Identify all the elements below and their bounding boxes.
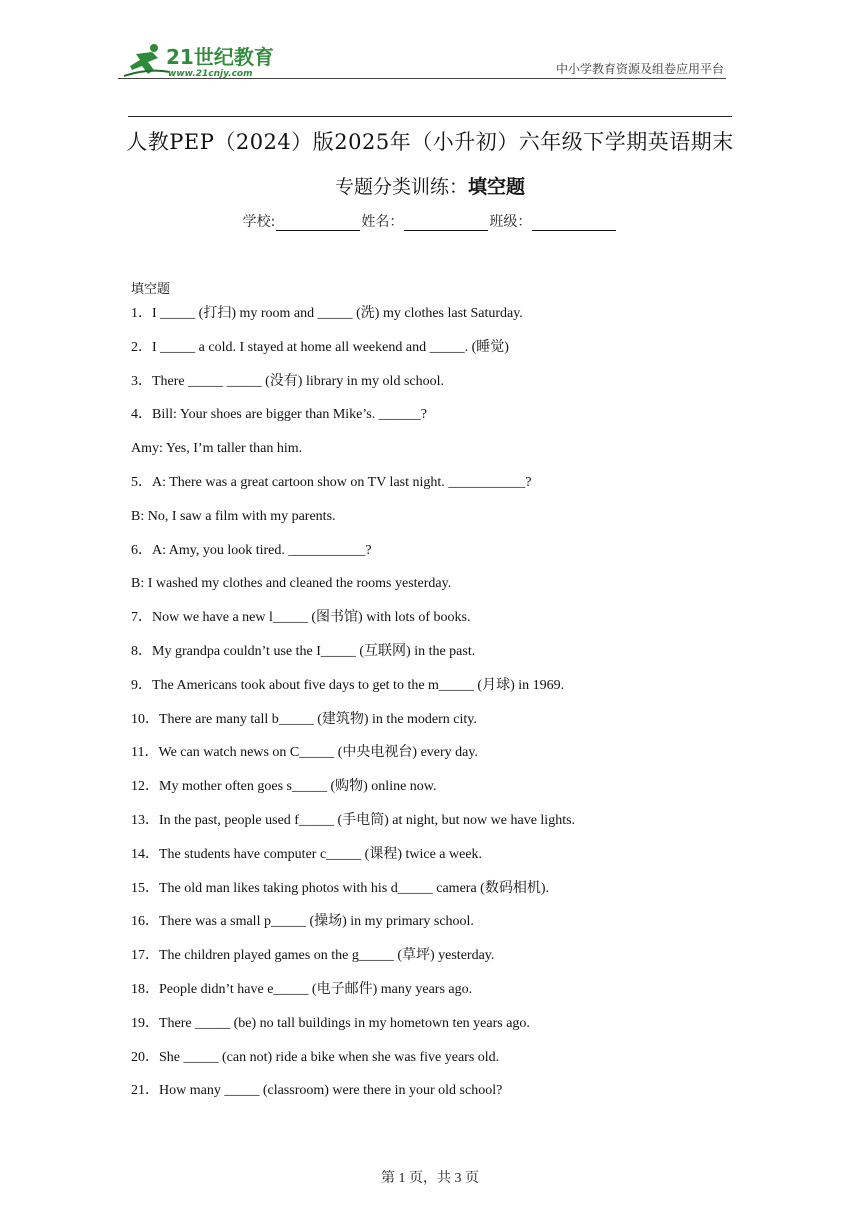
title-divider — [128, 116, 732, 117]
question-line: 1．I _____ (打扫) my room and _____ (洗) my clothes last Saturday. — [131, 306, 523, 321]
question-line: 6．A: Amy, you look tired. ___________? — [131, 542, 372, 558]
question-line: B: No, I saw a film with my parents. — [131, 508, 336, 524]
logo-21cnjy-icon — [118, 40, 288, 80]
question-line: B: I washed my clothes and cleaned the rooms yesterday. — [131, 576, 452, 592]
question-line: 12．My mother often goes s_____ (购物) online now. — [131, 779, 437, 795]
question-line: 18．People didn’t have e_____ (电子邮件) many years ago. — [131, 981, 473, 997]
question-line: 19．There _____ (be) no tall buildings in my hometown ten years ago. — [131, 1015, 530, 1031]
question-line: 9．The Americans took about five days to get to the m_____ (月球) in 1969. — [131, 677, 565, 693]
student-info — [0, 211, 860, 231]
platform-name: 中小学教育资源及组卷应用平台 — [555, 62, 724, 76]
question-line: 4．Bill: Your shoes are bigger than Mike’s. ______? — [131, 407, 427, 423]
question-line: 14．The students have computer c_____ (课程) twice a week. — [131, 846, 483, 862]
page-header — [118, 36, 726, 80]
class-blank[interactable] — [532, 216, 616, 231]
class-label: 班级： — [489, 214, 532, 230]
svg-text:21世纪教育: 21世纪教育 — [166, 45, 274, 69]
page-footer: 第 1 页，共 3 页 — [381, 1171, 479, 1186]
question-line: 20．She _____ (can not) ride a bike when she was five years old. — [131, 1049, 500, 1065]
question-line: 8．My grandpa couldn’t use the I_____ (互联网) in the past. — [131, 643, 476, 659]
question-line: 16．There was a small p_____ (操场) in my primary school. — [131, 914, 474, 930]
question-line: 21．How many _____ (classroom) were there in your old school? — [131, 1083, 503, 1099]
section-label: 填空题 — [131, 282, 171, 297]
question-line: 15．The old man likes taking photos with his d_____ camera (数码相机). — [131, 880, 549, 896]
school-label: 学校: — [242, 214, 276, 230]
school-blank[interactable] — [276, 216, 360, 231]
question-line: 17．The children played games on the g_____ (草坪) yesterday. — [131, 948, 495, 964]
name-blank[interactable] — [404, 216, 488, 231]
question-line: 10．There are many tall b_____ (建筑物) in the modern city. — [131, 711, 477, 727]
page-title: 人教PEP（2024）版2025年（小升初）六年级下学期英语期末 — [126, 130, 734, 154]
question-line: 7．Now we have a new l_____ (图书馆) with lots of books. — [131, 610, 471, 626]
question-list — [131, 304, 731, 1115]
page-subtitle — [0, 172, 860, 199]
question-line: Amy: Yes, I’m taller than him. — [131, 441, 303, 457]
svg-text:www.21cnjy.com: www.21cnjy.com — [168, 69, 253, 79]
question-line: 11．We can watch news on C_____ (中央电视台) every day. — [131, 745, 478, 761]
question-line: 2．I _____ a cold. I stayed at home all weekend and _____. (睡觉) — [131, 339, 509, 355]
name-label: 姓名： — [361, 214, 404, 230]
subtitle-topic: 填空题 — [468, 176, 526, 198]
header-divider — [118, 78, 726, 79]
subtitle-prefix: 专题分类训练： — [334, 176, 468, 198]
question-line: 13．In the past, people used f_____ (手电筒) at night, but now we have lights. — [131, 812, 576, 828]
question-line: 5．A: There was a great cartoon show on TV last night. ___________? — [131, 474, 532, 490]
question-line: 3．There _____ _____ (没有) library in my old school. — [131, 373, 445, 389]
